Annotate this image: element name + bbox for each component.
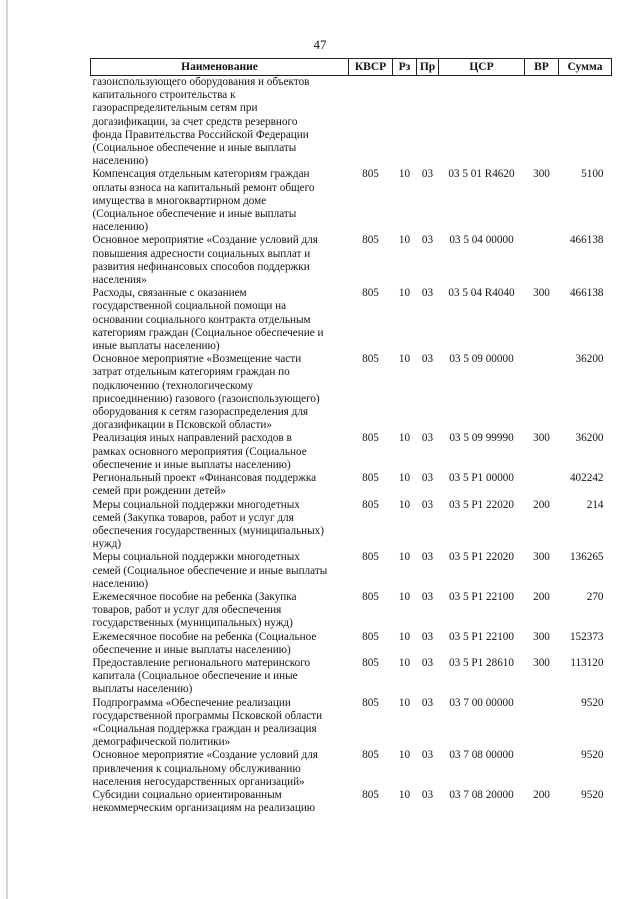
row-name: Основное мероприятие «Создание условий для привлечения к социальному обслуживанию населения негосударственных организаций» (92, 749, 318, 788)
row-name: Ежемесячное пособие на ребенка (Закупка товаров, работ и услуг для обеспечения государственных (муниципальных) нужд) (92, 590, 297, 630)
table-row (91, 76, 612, 169)
row-name: Субсидии социально ориентированным некоммерческим организациям на реализацию (92, 788, 316, 815)
table-row (91, 234, 612, 287)
row-csr: 03 7 00 00000 (449, 696, 514, 709)
row-name: Основное мероприятие «Создание условий для повышения адресности социальных выплат и развития нефинансовых способов поддержки населения» (92, 234, 318, 287)
row-rz: 10 (398, 353, 411, 366)
scan-edge-mark (6, 0, 8, 899)
row-kvsr: 805 (362, 498, 379, 511)
row-sum: 36200 (575, 432, 604, 445)
row-pr: 03 (421, 696, 434, 709)
row-csr: 03 5 04 00000 (449, 234, 514, 247)
row-csr: 03 5 04 R4040 (448, 287, 515, 300)
budget-table (90, 58, 612, 815)
row-sum: 270 (586, 590, 604, 603)
row-pr: 03 (421, 498, 434, 511)
row-sum: 152373 (569, 630, 604, 643)
row-sum: 466138 (569, 287, 604, 300)
row-rz: 10 (398, 551, 411, 564)
row-name: Компенсация отдельным категориям граждан оплаты взноса на капитальный ремонт общего имущества в многоквартирном доме (Социальное обеспечение и иные выплаты населению) (92, 168, 315, 234)
row-csr: 03 5 P1 28610 (449, 656, 514, 669)
row-vr (525, 472, 559, 498)
row-pr: 03 (421, 788, 434, 801)
row-kvsr: 805 (362, 432, 379, 445)
row-sum (559, 76, 612, 169)
row-vr (525, 749, 559, 789)
row-pr: 03 (421, 432, 434, 445)
row-vr (525, 353, 559, 432)
row-rz: 10 (398, 432, 411, 445)
row-kvsr: 805 (362, 353, 379, 366)
row-vr: 200 (533, 788, 550, 801)
table-row (91, 749, 612, 789)
row-sum: 36200 (575, 353, 604, 366)
row-vr: 200 (533, 590, 550, 603)
row-kvsr: 805 (362, 788, 379, 801)
header-name: Наименование (91, 59, 349, 76)
row-sum: 113120 (570, 656, 604, 669)
row-csr (439, 76, 525, 169)
row-name: Подпрограмма «Обеспечение реализации государственной программы Псковской области «Социальная поддержка граждан и реализация демографической политики» (92, 696, 323, 749)
table-row (91, 168, 612, 234)
row-vr: 300 (533, 432, 550, 445)
row-kvsr: 805 (362, 234, 379, 247)
table-header-row (91, 59, 612, 76)
header-rz: Рз (393, 59, 417, 76)
header-sum: Сумма (559, 59, 612, 76)
page-number: 47 (313, 37, 327, 52)
row-sum: 136265 (569, 551, 604, 564)
row-pr: 03 (421, 749, 434, 762)
row-kvsr: 805 (362, 656, 379, 669)
table-row (91, 591, 612, 631)
row-csr: 03 5 09 00000 (449, 353, 514, 366)
row-sum: 9520 (581, 749, 604, 762)
row-csr: 03 5 09 99990 (449, 432, 514, 445)
row-sum: 466138 (569, 234, 604, 247)
row-kvsr: 805 (362, 630, 379, 643)
header-csr: ЦСР (439, 59, 525, 76)
row-kvsr: 805 (362, 168, 379, 181)
row-pr: 03 (421, 234, 434, 247)
row-vr: 300 (533, 287, 550, 300)
table-row (91, 631, 612, 657)
row-kvsr (349, 76, 393, 169)
row-pr (417, 76, 439, 169)
row-vr (525, 697, 559, 750)
row-kvsr: 805 (362, 287, 379, 300)
table-row (91, 697, 612, 750)
row-rz: 10 (398, 287, 411, 300)
row-csr: 03 5 01 R4620 (448, 168, 515, 181)
row-vr: 300 (533, 630, 550, 643)
row-vr: 300 (533, 551, 550, 564)
row-name: Реализация иных направлений расходов в рамках основного мероприятия (Социальное обеспечение и иные выплаты населению) (92, 432, 307, 471)
row-pr: 03 (421, 168, 434, 181)
row-kvsr: 805 (362, 590, 379, 603)
row-csr: 03 5 P1 22100 (449, 590, 514, 603)
header-vr: ВР (525, 59, 559, 76)
row-name: Основное мероприятие «Возмещение части затрат отдельным категориям граждан по подключению (технологическому присоединению) газового (газоиспользующего) оборудования к сетям газораспределения для догазификации в Псковской области» (92, 353, 320, 432)
row-rz: 10 (398, 472, 411, 485)
row-kvsr: 805 (362, 749, 379, 762)
row-pr: 03 (421, 353, 434, 366)
row-csr: 03 7 08 00000 (449, 749, 514, 762)
row-vr (525, 234, 559, 287)
table-row (91, 551, 612, 591)
header-kvsr: КВСР (349, 59, 393, 76)
table-row (91, 472, 612, 498)
row-rz: 10 (398, 696, 411, 709)
row-name: Предоставление регионального материнского капитала (Социальное обеспечение и иные выплаты населению) (92, 656, 311, 696)
row-vr: 200 (533, 498, 550, 511)
row-vr (525, 76, 559, 169)
row-pr: 03 (421, 630, 434, 643)
row-kvsr: 805 (362, 551, 379, 564)
row-pr: 03 (421, 551, 434, 564)
row-name: Расходы, связанные с оказанием государственной социальной помощи на основании социального контракта отдельным категориям граждан (Социальное обеспечение и иные выплаты населению) (92, 287, 324, 353)
row-pr: 03 (421, 590, 434, 603)
row-sum: 9520 (581, 696, 604, 709)
row-vr: 300 (533, 656, 550, 669)
row-rz: 10 (398, 656, 411, 669)
row-rz: 10 (398, 234, 411, 247)
table-row (91, 287, 612, 353)
row-rz: 10 (398, 168, 411, 181)
row-csr: 03 5 P1 00000 (449, 472, 514, 485)
table-row (91, 432, 612, 472)
row-name: Региональный проект «Финансовая поддержка семей при рождении детей» (92, 472, 317, 498)
row-name: Меры социальной поддержки многодетных семей (Закупка товаров, работ и услуг для обеспечения государственных (муниципальных) нужд) (92, 498, 324, 551)
row-pr: 03 (421, 656, 434, 669)
row-kvsr: 805 (362, 696, 379, 709)
row-vr: 300 (533, 168, 550, 181)
row-rz (393, 76, 417, 169)
row-rz: 10 (398, 788, 411, 801)
row-csr: 03 5 P1 22100 (449, 630, 514, 643)
row-rz: 10 (398, 590, 411, 603)
row-csr: 03 5 P1 22020 (449, 498, 514, 511)
table-row (91, 789, 612, 815)
row-sum: 402242 (569, 472, 604, 485)
row-name: Меры социальной поддержки многодетных семей (Социальное обеспечение и иные выплаты населению) (92, 551, 328, 590)
row-csr: 03 7 08 20000 (449, 788, 514, 801)
row-sum: 214 (586, 498, 604, 511)
row-sum: 5100 (581, 168, 604, 181)
row-name: газоиспользующего оборудования и объектов капитального строительства к газораспределительным сетям при догазификации, за счет средств резервного фонда Правительства Российской Федерации (Социальное обеспечение и иные выплаты населению) (92, 76, 310, 168)
row-pr: 03 (421, 287, 434, 300)
row-rz: 10 (398, 498, 411, 511)
table-row (91, 499, 612, 552)
row-name: Ежемесячное пособие на ребенка (Социальное обеспечение и иные выплаты населению) (92, 630, 317, 656)
row-csr: 03 5 P1 22020 (449, 551, 514, 564)
header-pr: Пр (417, 59, 439, 76)
row-sum: 9520 (581, 788, 604, 801)
table-row (91, 657, 612, 697)
table-row (91, 353, 612, 432)
row-rz: 10 (398, 749, 411, 762)
row-kvsr: 805 (362, 472, 379, 485)
row-pr: 03 (421, 472, 434, 485)
row-rz: 10 (398, 630, 411, 643)
